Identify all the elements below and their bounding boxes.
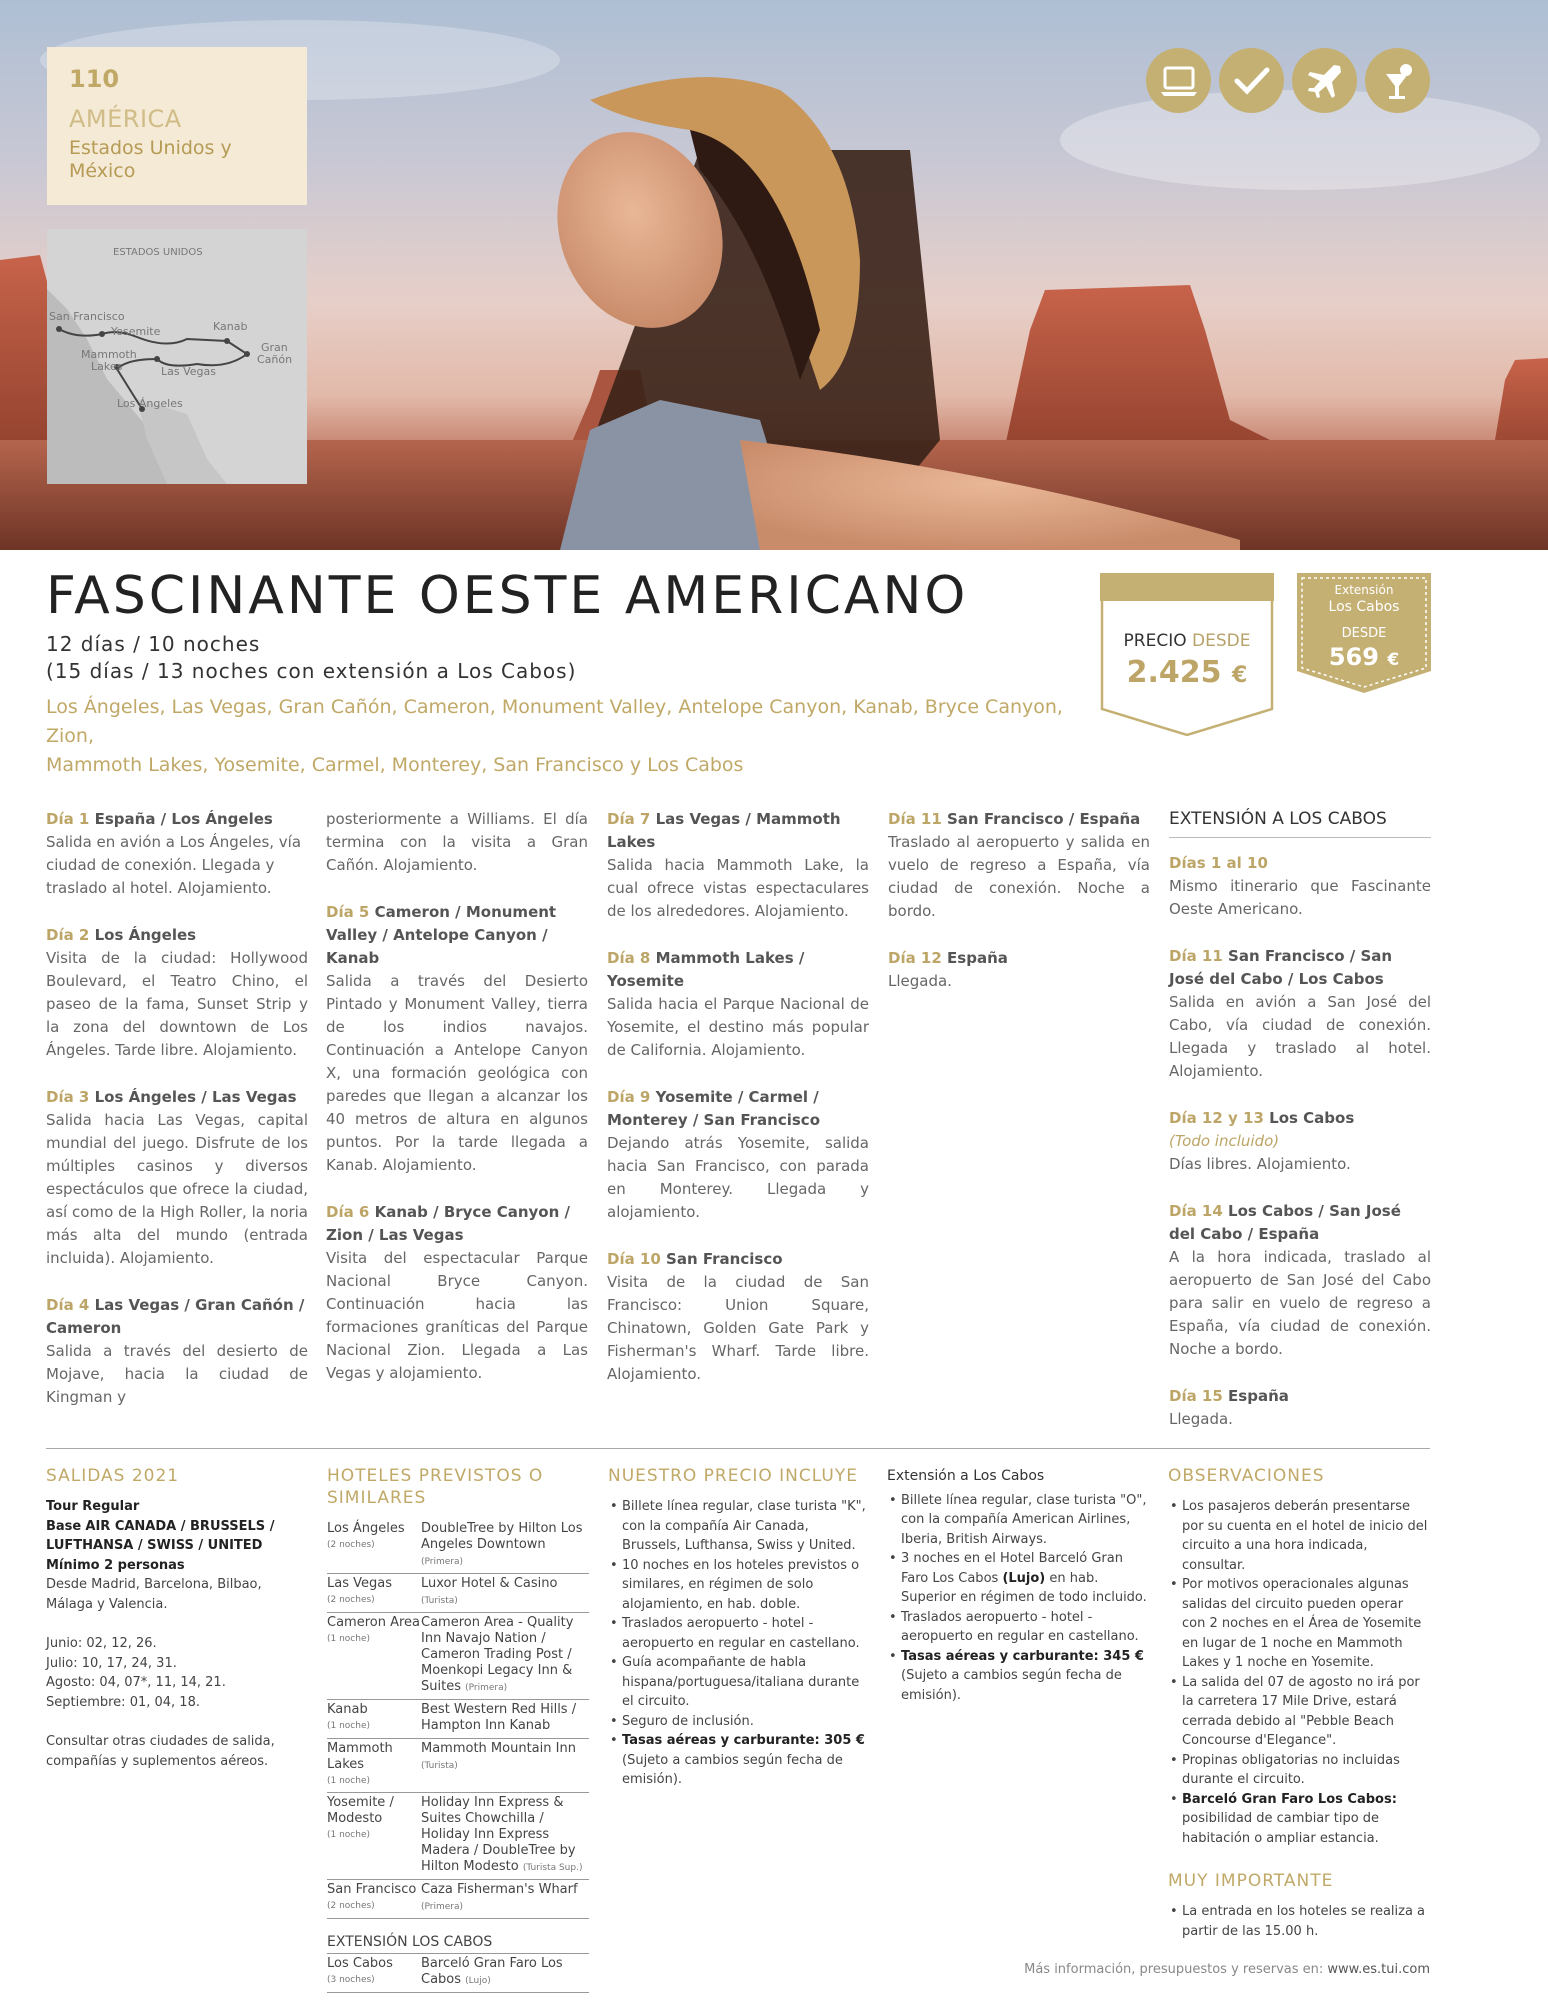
price-badge [1100,573,1274,739]
check-icon [1219,48,1284,113]
day-4 [46,1294,308,1409]
day-text: Traslado al aeropuerto y salida en vuelo de regreso a España, vía ciudad de conexión. Noche a bordo. [888,833,1150,920]
hotel-row [327,1574,589,1613]
day-number: Día 12 [888,949,942,967]
day-title: Las Vegas / Gran Cañón / Cameron [46,1296,305,1337]
itinerary-col-2 [326,808,588,1409]
page-number: 110 [69,65,120,93]
day-note: (Todo incluido) [1169,1132,1280,1150]
min-people: Mínimo 2 personas [46,1557,185,1573]
extension-col [1169,808,1431,1455]
hotel-category: (Primera) [421,1557,464,1567]
day-number: Día 7 [607,810,651,828]
ext-hotel-regime: en hab. Superior en régimen de todo incluido. [901,1570,1147,1605]
day-number: Día 8 [607,949,651,967]
day-number: Día 14 [1169,1202,1223,1220]
day-text: Salida hacia Las Vegas, capital mundial del juego. Disfrute de los múltiples casinos y diversos espectáculos que ofrece la ciudad, así como de la High Roller, la noria más alta del mundo (entrada incluida). Alojamiento. [46,1111,308,1267]
obs-hotel-note: posibilidad de cambiar tipo de habitación o ampliar estancia. [1182,1811,1380,1846]
hotel-row-los-cabos [327,1954,589,1993]
day-1 [46,808,308,900]
day-text: Dejando atrás Yosemite, salida hacia San Francisco, con parada en Monterey. Llegada y alojamiento. [607,1134,869,1221]
observacion-item: • Por motivos operacionales algunas salidas del circuito pueden operar con 2 noches en el Área de Yosemite en lugar de 1 noche en Mammoth Lakes y 1 noche en Yosemite. [1168,1575,1430,1673]
day-3 [46,1086,308,1270]
day-number: Día 5 [326,903,370,921]
day-text: Días libres. Alojamiento. [1169,1155,1351,1173]
day-number: Día 1 [46,810,90,828]
day-text: Salida hacia Mammoth Lake, la cual ofrece vistas espectaculares de los alrededores. Alojamiento. [607,856,869,920]
departure-cities: Desde Madrid, Barcelona, Bilbao, Málaga y Valencia. [46,1577,262,1612]
ext-day-11 [1169,945,1431,1083]
day-text: Llegada. [888,972,952,990]
observacion-item: • Los pasajeros deberán presentarse por su cuenta en el hotel de inicio del circuito a una hora indicada, consultar. [1168,1497,1430,1575]
map-label-lakes: Lakes [91,360,123,373]
hotel-name: Mammoth Mountain Inn [421,1741,576,1756]
incluye-item: • Traslados aeropuerto - hotel - aeropuerto en regular en castellano. [608,1614,870,1653]
price-currency: € [1232,663,1248,688]
ext-desde: DESDE [1341,626,1387,641]
section-tag [47,47,307,205]
consult-note: Consultar otras ciudades de salida, compañías y suplementos aéreos. [46,1734,275,1769]
hotel-category: (Turista) [421,1596,458,1606]
hotel-city: Mammoth Lakes [327,1741,393,1772]
ext-taxes-note: (Sujeto a cambios según fecha de emisión). [901,1668,1122,1703]
day-10 [607,1248,869,1386]
hotel-nights: (2 noches) [327,1901,375,1911]
hoteles-col [327,1465,589,1993]
itinerary [46,808,1431,1428]
hotel-name: Best Western Red Hills / Hampton Inn Kanab [421,1702,577,1733]
observacion-item: • Propinas obligatorias no incluidas durante el circuito. [1168,1751,1430,1790]
hotel-name: Barceló Gran Faro Los Cabos [421,1955,563,1987]
incluye-item: • Guía acompañante de habla hispana/portuguesa/italiana durante el circuito. [608,1653,870,1712]
day-number: Día 12 y 13 [1169,1109,1264,1127]
day-number: Día 9 [607,1088,651,1106]
footer [1024,1962,1430,1977]
hotel-city: Los Ángeles [327,1521,405,1536]
hotel-row [327,1700,589,1739]
observaciones-list [1168,1497,1430,1848]
day-text: Salida hacia el Parque Nacional de Yosemite, el destino más popular de California. Alojamiento. [607,995,869,1059]
hotel-nights: (2 noches) [327,1595,375,1605]
incluye-item: • Billete línea regular, clase turista "K", con la compañía Air Canada, Brussels, Lufthansa, Swiss y United. [608,1497,870,1556]
hotel-name: Caza Fisherman's Wharf [421,1882,578,1897]
incluye-item: • 10 noches en los hoteles previstos o similares, en régimen de solo alojamiento, en hab. doble. [608,1556,870,1615]
incluye-heading: NUESTRO PRECIO INCLUYE [608,1466,858,1486]
footer-text: Más información, presupuestos y reservas en: [1024,1962,1324,1977]
ext-currency: € [1387,650,1400,670]
map-label-kanab: Kanab [213,320,248,333]
taxes-label: Tasas aéreas y carburante: 305 € [622,1733,865,1748]
hotel-city: Yosemite / Modesto [327,1795,394,1826]
day-text: Visita de la ciudad de San Francisco: Union Square, Chinatown, Golden Gate Park y Fisherman's Wharf. Tarde libre. Alojamiento. [607,1273,869,1383]
incluye-item-taxes [608,1731,870,1790]
ext-amount-line [1297,643,1431,671]
hotel-name: Luxor Hotel & Casino [421,1576,558,1591]
map-label-canon: Cañón [257,353,293,366]
day-title: Cameron / Monument Valley / Antelope Canyon / Kanab [326,903,557,967]
price-label-line [1100,631,1274,651]
incluye-col [608,1465,870,1790]
day-number: Día 2 [46,926,90,944]
ext-incluye-col [887,1467,1149,1705]
day-4-continued [326,808,588,877]
day-text: Visita del espectacular Parque Nacional Bryce Canyon. Continuación hacia las formaciones graníticas del Parque Nacional Zion. Llegada a Las Vegas y alojamiento. [326,1249,588,1382]
day-number: Día 4 [46,1296,90,1314]
map-label-san-francisco: San Francisco [49,310,125,323]
map-label-gran: Gran [261,341,288,354]
day-number: Días 1 al 10 [1169,854,1268,872]
ext-incluye-heading: Extensión a Los Cabos [887,1468,1045,1484]
extension-price-badge [1297,573,1431,693]
hotel-nights: (1 noche) [327,1634,371,1644]
hotel-name: Cameron Area - Quality Inn Navajo Nation / Cameron Trading Post / Moenkopi Legacy Inn & Suites [421,1615,574,1694]
ext-incluye-item-taxes [887,1647,1149,1706]
important-heading: MUY IMPORTANTE [1168,1871,1334,1891]
ext-day-14 [1169,1200,1431,1361]
itinerary-col-4 [888,808,1150,1017]
observacion-item-hotel [1168,1790,1430,1849]
cities-line-2: Mammoth Lakes, Yosemite, Carmel, Monterey, San Francisco y Los Cabos [46,754,744,776]
day-title: España [1228,1387,1289,1405]
ext-hotel-text: 3 noches en el Hotel Barceló Gran Faro Los Cabos [901,1551,1123,1586]
cocktail-icon [1365,48,1430,113]
day-2 [46,924,308,1062]
hoteles-heading: HOTELES PREVISTOS O SIMILARES [327,1466,544,1508]
ext-day-1-10 [1169,852,1431,921]
cities-list [46,693,1066,780]
day-12 [888,947,1150,993]
day-title: Mammoth Lakes / Yosemite [607,949,805,990]
day-title: San Francisco / España [947,810,1141,828]
hotel-city: Cameron Area [327,1615,421,1630]
hotel-city: Los Cabos [327,1955,393,1971]
map-label-los-angeles: Los Ángeles [117,397,183,410]
day-title: Yosemite / Carmel / Monterey / San Francisco [607,1088,820,1129]
day-number: Día 11 [1169,947,1223,965]
day-text: Visita de la ciudad: Hollywood Boulevard, el Teatro Chino, el paseo de la fama, Sunset Strip y la zona del downtown de Los Ángeles. Tarde libre. Alojamiento. [46,949,308,1059]
day-text: Salida a través del desierto de Mojave, hacia la ciudad de Kingman y [46,1342,308,1406]
hotel-category: (Turista Sup.) [522,1863,583,1873]
ext-incluye-item-hotel [887,1549,1149,1608]
day-11 [888,808,1150,923]
day-text: A la hora indicada, traslado al aeropuerto de San José del Cabo para salir en vuelo de regreso a España, vía ciudad de conexión. Noche a bordo. [1169,1248,1431,1358]
day-title: Kanab / Bryce Canyon / Zion / Las Vegas [326,1203,570,1244]
day-text: Mismo itinerario que Fascinante Oeste Americano. [1169,877,1431,918]
ext-incluye-list [887,1491,1149,1706]
map-label-mammoth: Mammoth [81,348,137,361]
day-8 [607,947,869,1062]
day-title: Los Ángeles / Las Vegas [94,1088,297,1106]
day-text: Salida a través del Desierto Pintado y Monument Valley, tierra de los indios navajos. Continuación a Antelope Canyon X, una formación geológica con paredes que llegan a alcanzar los 40 metros de altura en algunos puntos. Por la tarde llegada a Kanab. Alojamiento. [326,972,588,1174]
hotel-row [327,1519,589,1574]
day-number: Día 6 [326,1203,370,1221]
map-label-las-vegas: Las Vegas [161,365,216,378]
laptop-icon [1146,48,1211,113]
dates-june: Junio: 02, 12, 26. [46,1636,157,1651]
day-number: Día 15 [1169,1387,1223,1405]
region-label: AMÉRICA [69,105,182,133]
day-number: Día 10 [607,1250,661,1268]
observaciones-heading: OBSERVACIONES [1168,1466,1325,1486]
hotel-ext-heading: EXTENSIÓN LOS CABOS [327,1933,589,1954]
day-title: Los Cabos / San José del Cabo / España [1169,1202,1401,1243]
duration-extension: (15 días / 13 noches con extensión a Los Cabos) [46,659,577,683]
hotel-nights: (3 noches) [327,1974,375,1985]
day-title: Las Vegas / Mammoth Lakes [607,810,841,851]
ext-taxes-label: Tasas aéreas y carburante: 345 € [901,1648,1144,1664]
dates-august: Agosto: 04, 07*, 11, 14, 21. [46,1675,226,1690]
dates-september: Septiembre: 01, 04, 18. [46,1694,200,1710]
salidas-heading: SALIDAS 2021 [46,1466,180,1486]
ext-label-1: Extensión [1334,583,1394,597]
day-6 [326,1201,588,1385]
countries-label: Estados Unidos y México [69,137,232,182]
observacion-item: • La salida del 07 de agosto no irá por la carretera 17 Mile Drive, estará cerrada debido al "Pebble Beach Concourse d'Elegance". [1168,1673,1430,1751]
day-number: Día 11 [888,810,942,828]
hotel-nights: (2 noches) [327,1540,375,1550]
price-amount-line [1100,655,1274,690]
price-amount: 2.425 [1126,655,1222,690]
day-7 [607,808,869,923]
day-text: Llegada. [1169,1410,1233,1428]
obs-hotel-label: Barceló Gran Faro Los Cabos: [1182,1791,1397,1807]
ext-day-15 [1169,1385,1431,1431]
hotel-row [327,1793,589,1880]
itinerary-col-3 [607,808,869,1410]
hotel-category: (Turista) [421,1761,458,1771]
tour-type: Tour Regular [46,1499,140,1514]
dates-july: Julio: 10, 17, 24, 31. [46,1655,177,1671]
hotel-city: Kanab [327,1702,368,1717]
hotel-city: San Francisco [327,1882,417,1897]
hotel-nights: (1 noche) [327,1830,371,1840]
route-map [47,229,307,484]
duration: 12 días / 10 noches [46,632,261,656]
day-title: Los Ángeles [94,926,197,944]
day-title: San Francisco / San José del Cabo / Los Cabos [1169,947,1393,988]
map-label-yosemite: Yosemite [111,325,161,338]
hotel-row [327,1880,589,1919]
price-desde: DESDE [1192,631,1251,651]
taxes-note: (Sujeto a cambios según fecha de emisión). [622,1752,843,1787]
hotel-city: Las Vegas [327,1576,392,1591]
day-title: España / Los Ángeles [94,810,273,828]
hotel-row [327,1739,589,1793]
base-label: Base [46,1518,82,1534]
cities-line-1: Los Ángeles, Las Vegas, Gran Cañón, Cameron, Monument Valley, Antelope Canyon, Kanab, Bryce Canyon, Zion, [46,696,1063,747]
ext-amount: 569 [1328,643,1379,671]
day-5 [326,901,588,1177]
extension-heading: EXTENSIÓN A LOS CABOS [1169,808,1431,838]
important-list [1168,1902,1430,1941]
plane-icon [1292,48,1357,113]
day-text: posteriormente a Williams. El día termina con la visita a Gran Cañón. Alojamiento. [326,810,588,874]
important-item: • La entrada en los hoteles se realiza a partir de las 15.00 h. [1168,1902,1430,1941]
hotel-name: Holiday Inn Express & Suites Chowchilla / Holiday Inn Express Madera / DoubleTree by Hilton Modesto [421,1795,576,1874]
day-9 [607,1086,869,1224]
hotel-nights: (1 noche) [327,1721,371,1731]
ext-label-2: Los Cabos [1328,599,1400,615]
ext-incluye-item: • Traslados aeropuerto - hotel - aeropuerto en regular en castellano. [887,1608,1149,1647]
airlines: AIR CANADA / BRUSSELS / LUFTHANSA / SWISS / UNITED [46,1518,275,1553]
hotel-category: (Primera) [465,1683,508,1693]
itinerary-col-1 [46,808,308,1433]
observaciones-col [1168,1465,1430,1941]
footer-link[interactable]: www.es.tui.com [1327,1962,1430,1977]
ext-hotel-category: (Lujo) [1002,1570,1046,1586]
section-divider [46,1448,1430,1449]
map-country-label: ESTADOS UNIDOS [113,247,203,258]
price-label: PRECIO [1123,631,1187,651]
hotel-category: (Lujo) [465,1975,491,1986]
page-title: FASCINANTE OESTE AMERICANO [46,566,969,626]
day-title: Los Cabos [1269,1109,1355,1127]
feature-icons [1146,48,1430,113]
hotel-category: (Primera) [421,1902,464,1912]
hotel-table [327,1519,589,1919]
salidas-col [46,1465,308,1771]
hotel-name: DoubleTree by Hilton Los Angeles Downtown [421,1521,583,1552]
day-title: San Francisco [666,1250,783,1268]
day-text: Salida en avión a San José del Cabo, vía ciudad de conexión. Llegada y traslado al hotel. Alojamiento. [1169,993,1431,1080]
day-title: España [947,949,1008,967]
day-text: Salida en avión a Los Ángeles, vía ciudad de conexión. Llegada y traslado al hotel. Alojamiento. [46,833,302,897]
ext-day-12-13 [1169,1107,1431,1176]
incluye-list [608,1497,870,1790]
hotel-nights: (1 noche) [327,1776,371,1786]
hotel-row [327,1613,589,1700]
incluye-item: • Seguro de inclusión. [608,1712,870,1732]
day-number: Día 3 [46,1088,90,1106]
ext-incluye-item: • Billete línea regular, clase turista "O", con la compañía American Airlines, Iberia, British Airways. [887,1491,1149,1550]
